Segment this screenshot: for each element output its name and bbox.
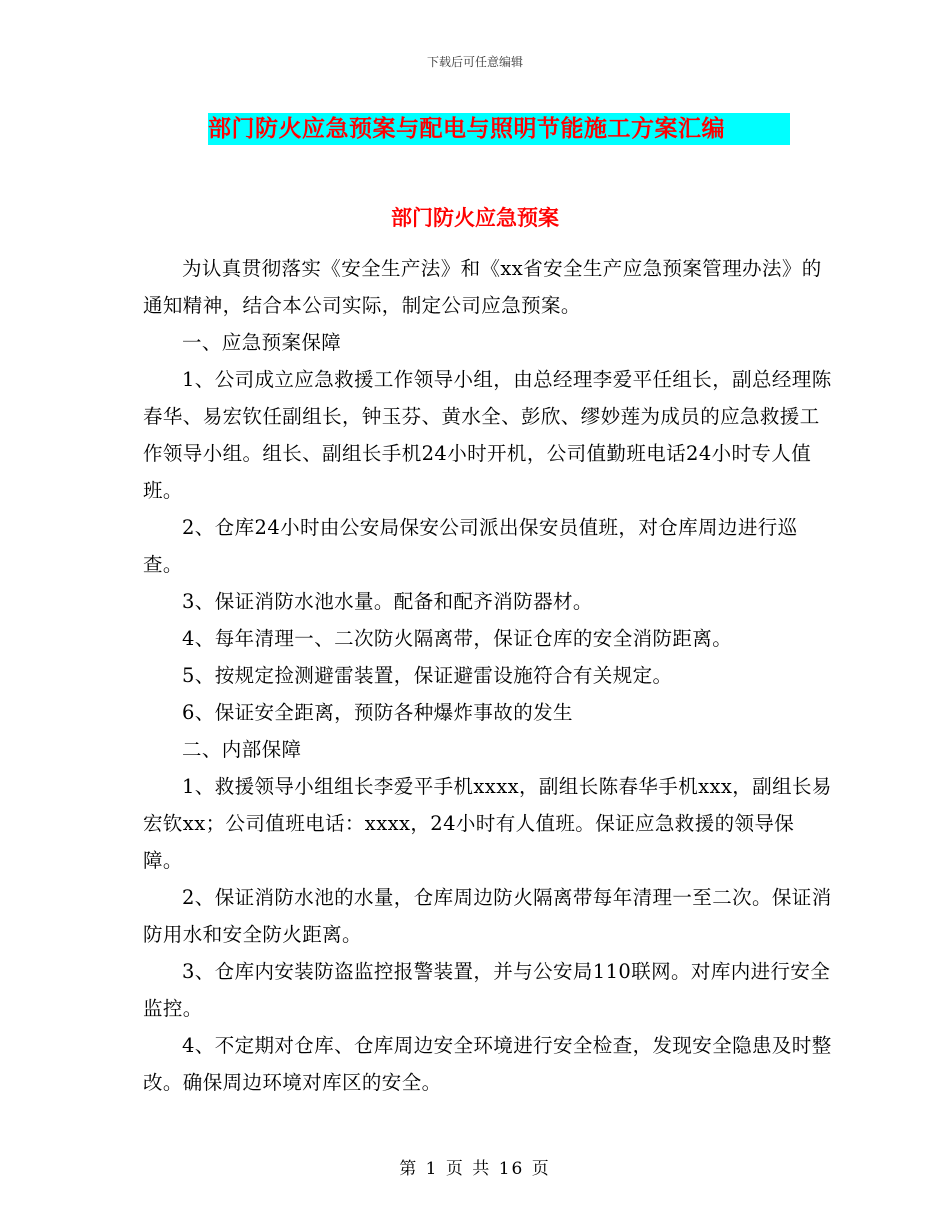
- paragraph-item-3: 3、保证消防水池水量。配备和配齐消防器材。: [182, 590, 593, 613]
- paragraph-internal-1: 1、救援领导小组组长李爱平手机xxxx，副组长陈春华手机xxx，副组长易宏钦xx；公司值班电话：xxxx，24小时有人值班。保证应急救援的领导保障。: [143, 775, 832, 872]
- paragraph-internal-4: 4、不定期对仓库、仓库周边安全环境进行安全检查，发现安全隐患及时整改。确保周边环境对库区的安全。: [143, 1034, 832, 1094]
- section-title: 部门防火应急预案: [391, 206, 559, 230]
- document-title-highlight: [208, 113, 790, 145]
- page-footer: 第 1 页 共 16 页: [399, 1159, 551, 1179]
- header-note: 下载后可任意编辑: [426, 55, 523, 69]
- paragraph-item-4: 4、每年清理一、二次防火隔离带，保证仓库的安全消防距离。: [182, 627, 733, 650]
- heading-internal-guarantee: 二、内部保障: [182, 738, 302, 761]
- document-body: [143, 250, 833, 1101]
- paragraph-internal-2: 2、保证消防水池的水量，仓库周边防火隔离带每年清理一至二次。保证消防用水和安全防火距离。: [143, 886, 832, 946]
- paragraph-intro: 为认真贯彻落实《安全生产法》和《xx省安全生产应急预案管理办法》的通知精神，结合本公司实际，制定公司应急预案。: [143, 257, 822, 317]
- heading-emergency-guarantee: 一、应急预案保障: [182, 331, 342, 354]
- paragraph-item-5: 5、按规定捡测避雷装置，保证避雷设施符合有关规定。: [182, 664, 673, 687]
- document-title: 部门防火应急预案与配电与照明节能施工方案汇编: [208, 116, 725, 142]
- paragraph-item-1: 1、公司成立应急救援工作领导小组，由总经理李爱平任组长，副总经理陈春华、易宏钦任副组长，钟玉芬、黄水全、彭欣、缪妙莲为成员的应急救援工作领导小组。组长、副组长手机24小时开机，公司值勤班电话24小时专人值班。: [143, 368, 832, 502]
- paragraph-item-6: 6、保证安全距离，预防各种爆炸事故的发生: [182, 701, 573, 724]
- paragraph-item-2: 2、仓库24小时由公安局保安公司派出保安员值班，对仓库周边进行巡查。: [143, 516, 798, 576]
- paragraph-internal-3: 3、仓库内安装防盗监控报警装置，并与公安局110联网。对库内进行安全监控。: [143, 960, 831, 1020]
